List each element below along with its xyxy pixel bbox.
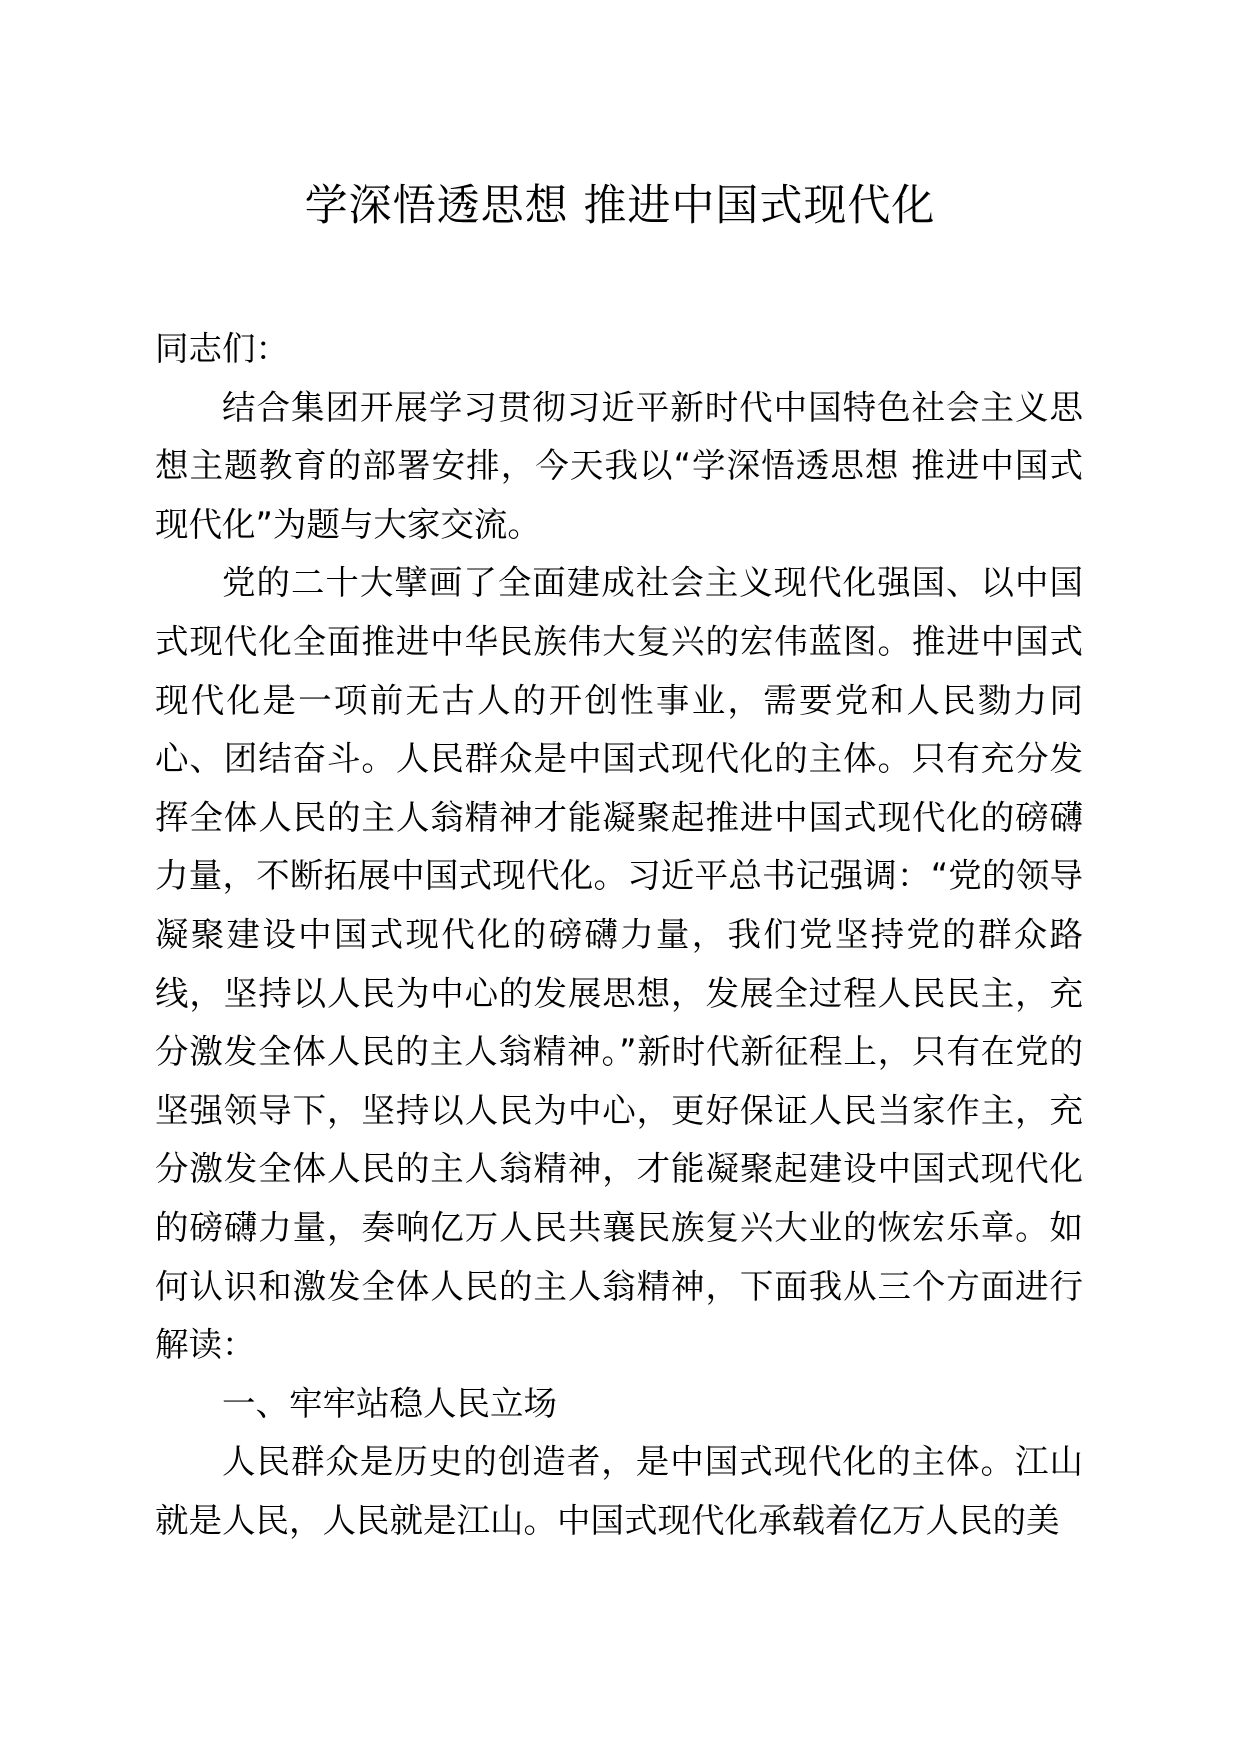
section-heading: 一、牢牢站稳人民立场	[222, 1383, 557, 1423]
salutation: 同志们：	[155, 329, 289, 368]
paragraph-main: 党的二十大擘画了全面建成社会主义现代化强国、以中国式现代化全面推进中华民族伟大复兴的宏伟蓝图。推进中国式现代化是一项前无古人的开创性事业，需要党和人民勠力同心、团结奋斗。人民群众是中国式现代化的主体。只有充分发挥全体人民的主人翁精神才能凝聚起推进中国式现代化的磅礴力量，不断拓展中国式现代化。习近平总书记强调：“党的领导凝聚建设中国式现代化的磅礴力量，我们党坚持党的群众路线，坚持以人民为中心的发展思想，发展全过程人民民主，充分激发全体人民的主人翁精神。”新时代新征程上，只有在党的坚强领导下，坚持以人民为中心，更好保证人民当家作主，充分激发全体人民的主人翁精神，才能凝聚起建设中国式现代化的磅礴力量，奏响亿万人民共襄民族复兴大业的恢宏乐章。如何认识和激发全体人民的主人翁精神，下面我从三个方面进行解读：	[155, 563, 1083, 1365]
document-title: 学深悟透思想 推进中国式现代化	[304, 181, 936, 231]
document-body	[155, 320, 1083, 1550]
section-paragraph: 人民群众是历史的创造者，是中国式现代化的主体。江山就是人民，人民就是江山。中国式现代化承载着亿万人民的美	[155, 1442, 1083, 1540]
paragraph-intro: 结合集团开展学习贯彻习近平新时代中国特色社会主义思想主题教育的部署安排，今天我以“学深悟透思想 推进中国式现代化”为题与大家交流。	[155, 387, 1083, 544]
